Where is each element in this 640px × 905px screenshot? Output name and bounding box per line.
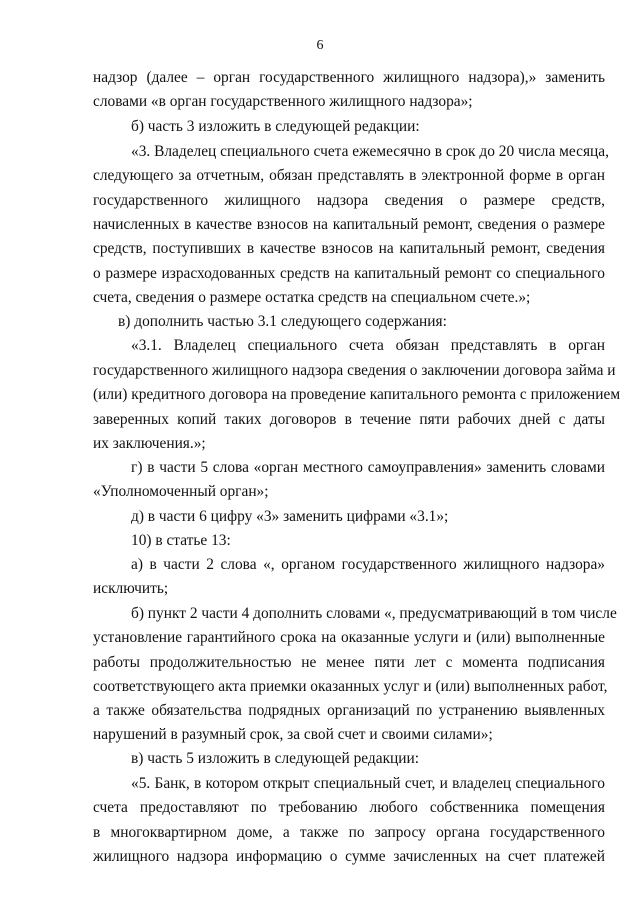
text-line: жилищного надзора информацию о сумме зачисленных на счет платежей (93, 848, 605, 865)
text-line: г) в части 5 слова «орган местного самоуправления» заменить словами (131, 459, 605, 476)
text-line: о размере израсходованных средств на капитальный ремонт со специального (93, 265, 605, 282)
text-line: «5. Банк, в котором открыт специальный счет, и владелец специального (131, 775, 605, 792)
page-number: 6 (316, 38, 324, 53)
text-line: в) часть 5 изложить в следующей редакции: (131, 750, 420, 767)
text-line: счета, сведения о размере остатка средств на специальном счете.»; (93, 289, 531, 306)
text-line: а также обязательства подрядных организаций по устранению выявленных (93, 702, 605, 719)
text-line: нарушений в разумный срок, за свой счет и своими силами»; (93, 726, 493, 743)
text-line: д) в части 6 цифру «3» заменить цифрами «3.1»; (131, 508, 449, 525)
text-line: «3.1. Владелец специального счета обязан представлять в орган (131, 337, 605, 354)
text-line: счета предоставляют по требованию любого собственника помещения (93, 799, 605, 816)
text-line: средств, поступивших в качестве взносов на капитальный ремонт, сведения (93, 240, 605, 257)
text-line: в) дополнить частью 3.1 следующего содержания: (118, 313, 447, 330)
text-line: «Уполномоченный орган»; (93, 483, 269, 500)
text-line: работы продолжительностью не менее пяти лет с момента подписания (93, 654, 605, 671)
text-line: надзор (далее – орган государственного жилищного надзора),» заменить (93, 69, 605, 86)
text-line: заверенных копий таких договоров в течение пяти рабочих дней с даты (93, 411, 605, 428)
text-line: (или) кредитного договора на проведение капитального ремонта с приложением (93, 386, 621, 403)
text-line: «3. Владелец специального счета ежемесячно в срок до 20 числа месяца, (131, 143, 609, 160)
text-line: начисленных в качестве взносов на капитальный ремонт, сведения о размере (93, 216, 605, 233)
text-line: 10) в статье 13: (131, 532, 231, 549)
text-line: установление гарантийного срока на оказанные услуги и (или) выполненные (93, 629, 605, 646)
text-line: в многоквартирном доме, а также по запросу органа государственного (93, 824, 605, 841)
text-line: словами «в орган государственного жилищного надзора»; (93, 93, 473, 110)
text-line: государственного жилищного надзора сведения о заключении договора займа и (93, 362, 616, 379)
text-line: их заключения.»; (93, 435, 206, 452)
text-line: соответствующего акта приемки оказанных услуг и (или) выполненных работ, (93, 678, 608, 695)
text-line: следующего за отчетным, обязан представлять в электронной форме в орган (93, 167, 605, 184)
text-line: б) часть 3 изложить в следующей редакции: (131, 118, 420, 135)
text-line: исключить; (93, 580, 169, 597)
text-line: а) в части 2 слова «, органом государственного жилищного надзора» (131, 556, 605, 573)
text-line: б) пункт 2 части 4 дополнить словами «, предусматривающий в том числе (131, 605, 617, 622)
text-line: государственного жилищного надзора сведения о размере средств, (93, 192, 605, 209)
